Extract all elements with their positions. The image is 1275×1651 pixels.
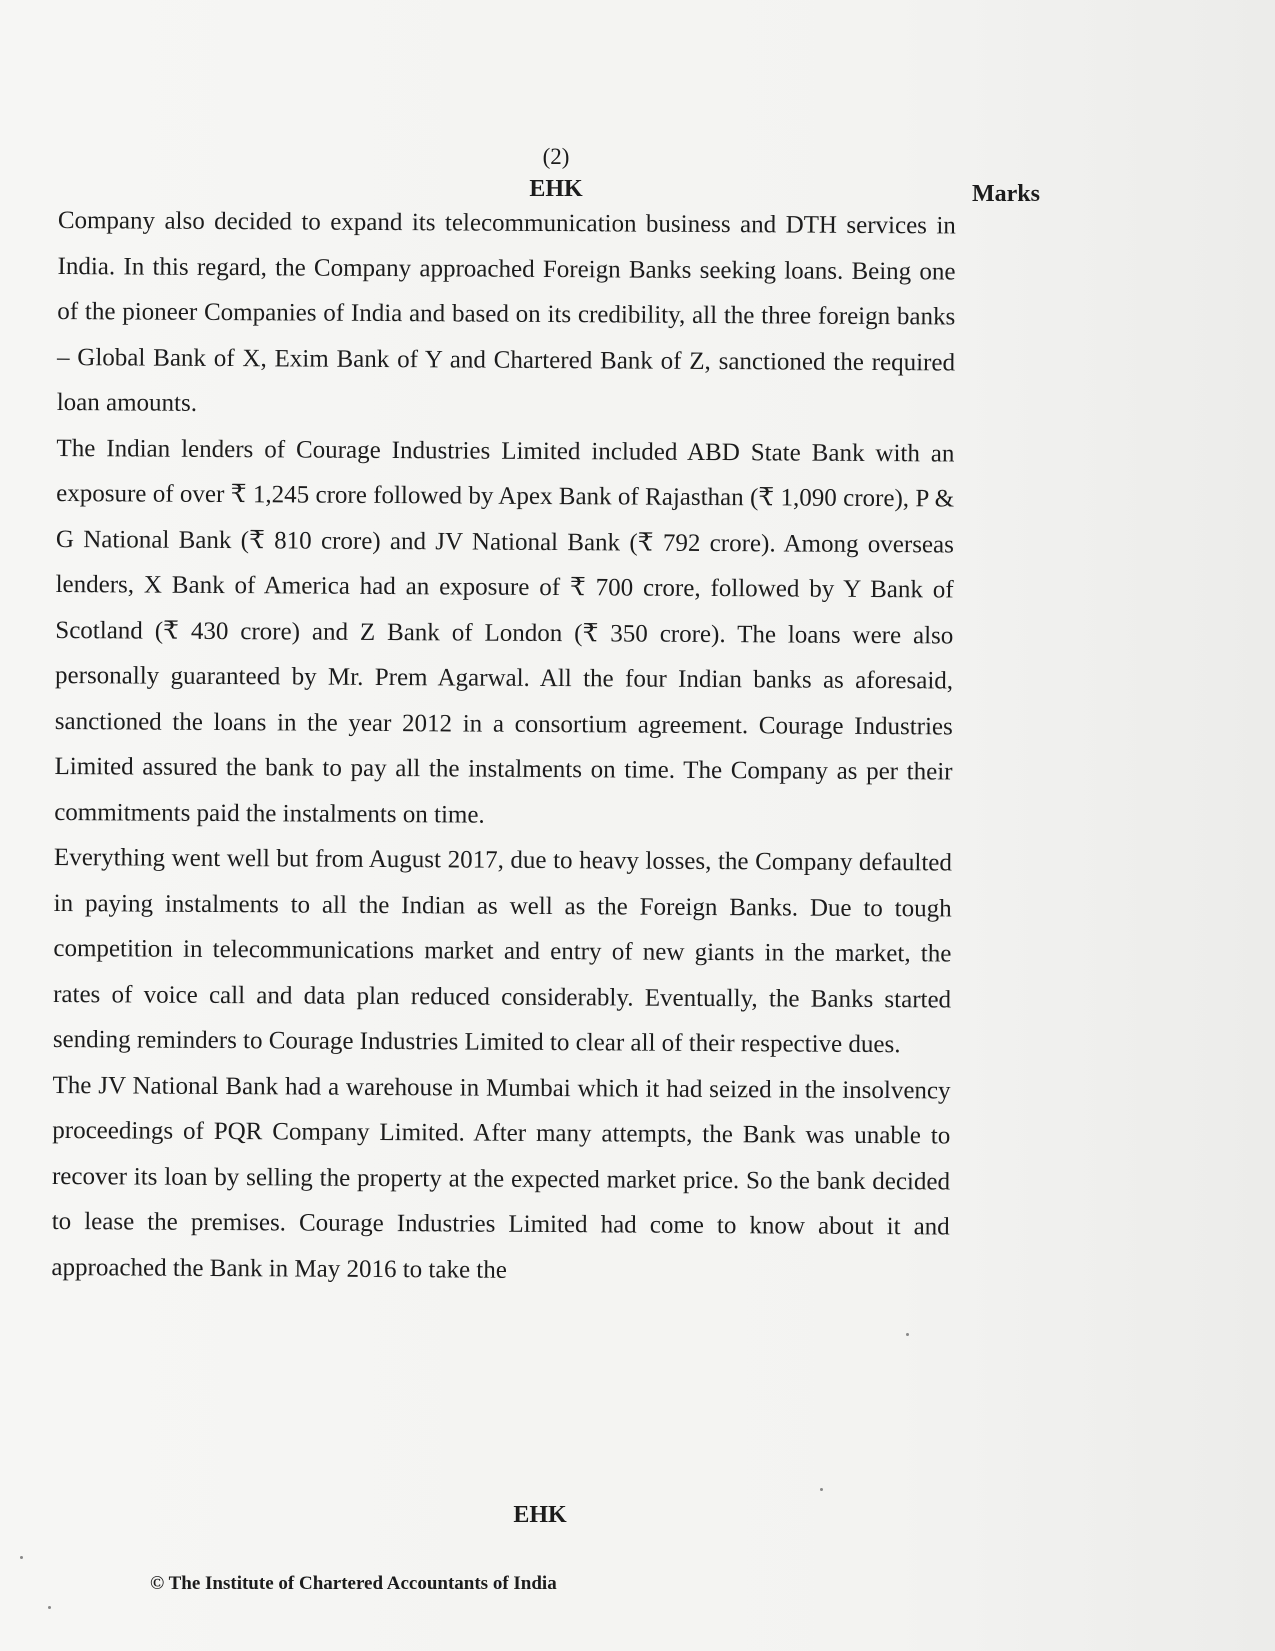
marks-column-label: Marks [972, 181, 1040, 207]
scan-speck [48, 1606, 51, 1609]
paragraph-default: Everything went well but from August 2017, due to heavy losses, the Company defaulted in paying instalments to all the Indian as well as the Foreign Banks. Due to tough competition in telecommunications market and entry of new giants in the market, the rates of voice call and data plan reduced considerably. Eventually, the Banks started sending reminders to Courage Industries Limited to clear all of their respective dues. [52, 843, 953, 1059]
paper-code-footer: EHK [513, 1502, 567, 1528]
case-study-text [51, 198, 956, 1295]
scan-speck [20, 1556, 23, 1559]
paper-code-header: EHK [529, 176, 583, 202]
copyright-notice: © The Institute of Chartered Accountants of India [150, 1573, 557, 1594]
page-number: (2) [542, 144, 570, 169]
paragraph-foreign-banks: Company also decided to expand its telecommunication business and DTH services in India. In this regard, the Company approached Foreign Banks seeking loans. Being one of the pioneer Companies of India and based on its credibility, all the three foreign banks – Global Bank of X, Exim Bank of Y and Chartered Bank of Z, sanctioned the required loan amounts. [56, 206, 956, 417]
scan-speck [820, 1488, 823, 1491]
paragraph-warehouse: The JV National Bank had a warehouse in Mumbai which it had seized in the insolvency proceedings of PQR Company Limited. After many attempts, the Bank was unable to recover its loan by selling the property at the expected market price. So the bank decided to lease the premises. Courage Industries Limited had come to know about it and approached the Bank in May 2016 to take the [51, 1071, 951, 1284]
scan-speck [906, 1333, 909, 1336]
paragraph-indian-lenders: The Indian lenders of Courage Industries Limited included ABD State Bank with an exposure of over ₹ 1,245 crore followed by Apex Bank of Rajasthan (₹ 1,090 crore), P & G National Bank (₹ 810 crore) and JV National Bank (₹ 792 crore). Among overseas lenders, X Bank of America had an exposure of ₹ 700 crore, followed by Y Bank of Scotland (₹ 430 crore) and Z Bank of London (₹ 350 crore). The loans were also personally guaranteed by Mr. Prem Agarwal. All the four Indian banks as aforesaid, sanctioned the loans in the year 2012 in a consortium agreement. Courage Industries Limited assured the bank to pay all the instalments on time. The Company as per their commitments paid the instalments on time. [54, 434, 955, 829]
